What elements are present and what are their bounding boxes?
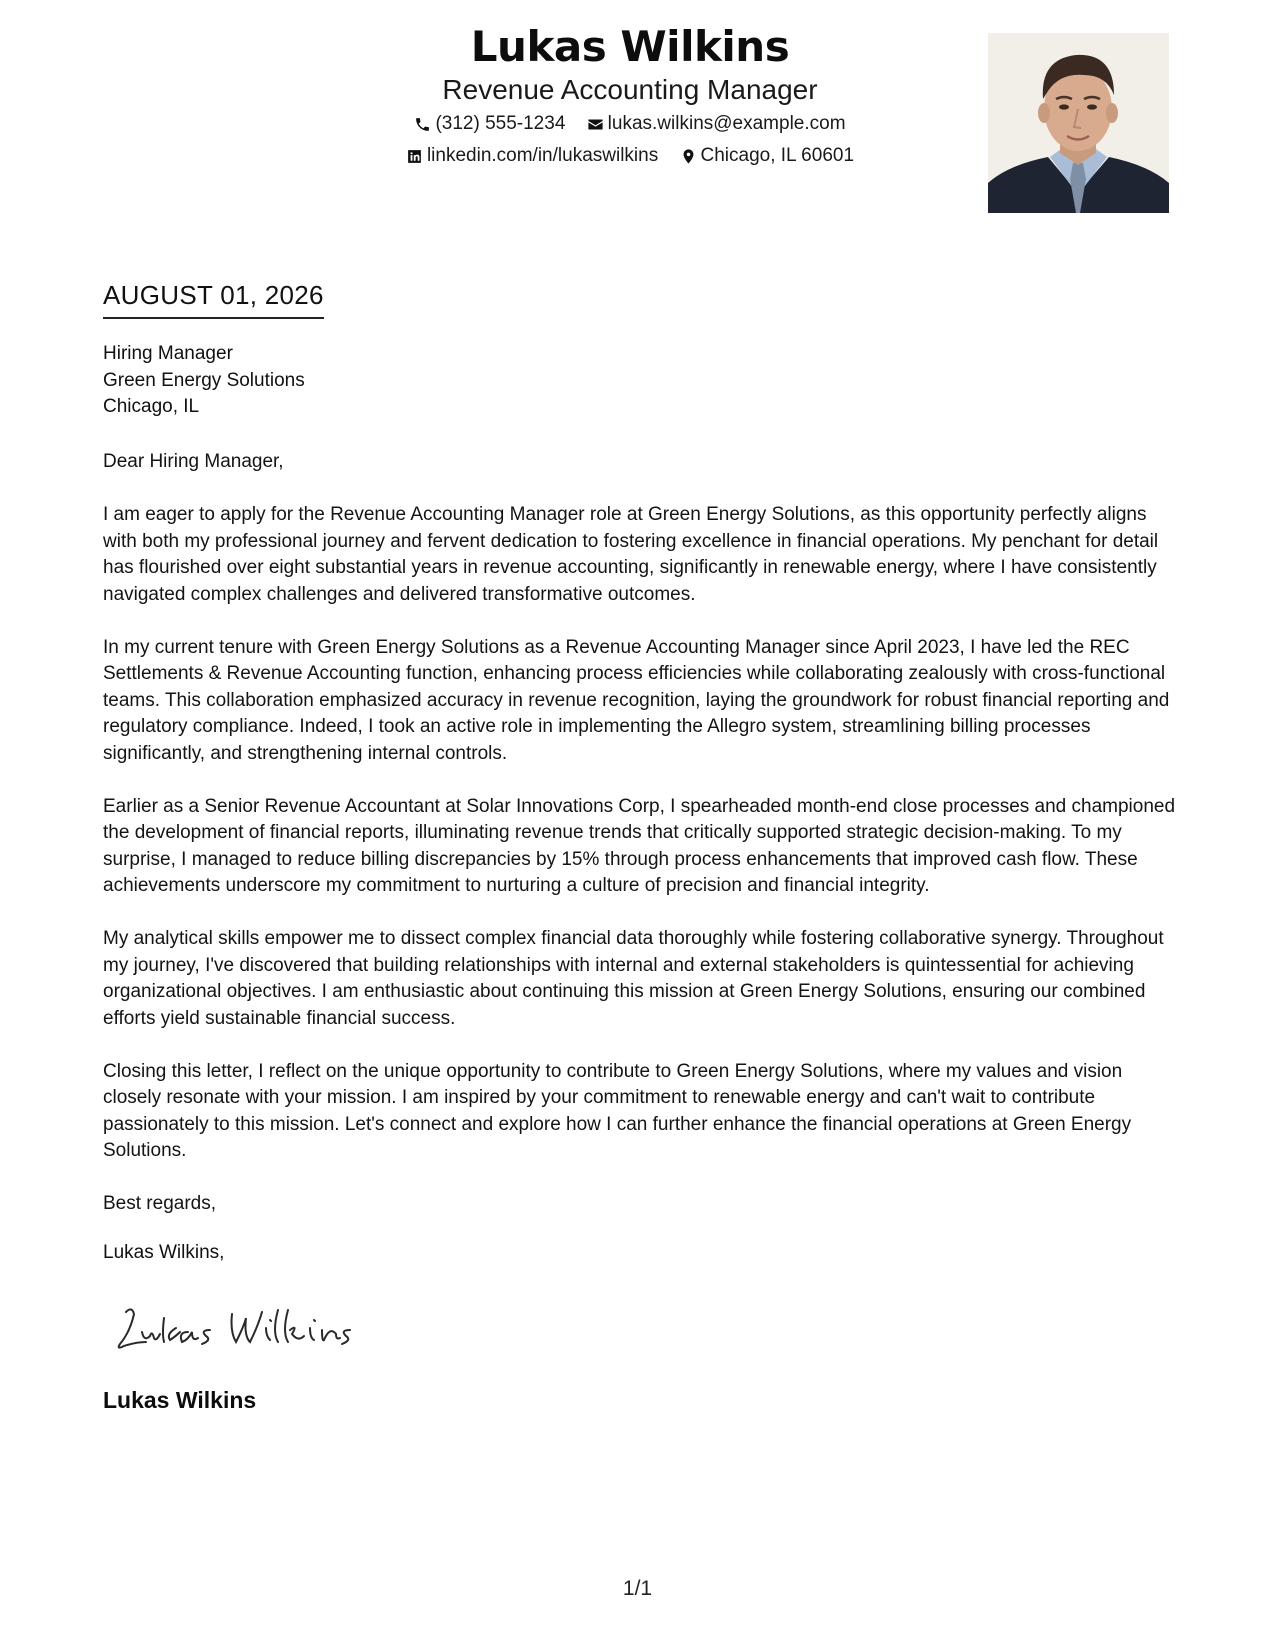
email-address: lukas.wilkins@example.com — [607, 113, 846, 134]
recipient-location: Chicago, IL — [103, 396, 200, 417]
salutation: Dear Hiring Manager, — [103, 451, 284, 472]
recipient-title: Hiring Manager — [103, 343, 233, 364]
envelope-icon — [587, 116, 604, 133]
closing-phrase: Best regards, — [103, 1193, 216, 1214]
letter-body — [103, 449, 1183, 1244]
signature-name: Lukas Wilkins — [103, 1387, 257, 1413]
portrait-image — [988, 33, 1169, 213]
applicant-name: Lukas Wilkins — [470, 22, 790, 71]
closing-name: Lukas Wilkins, — [103, 1242, 225, 1263]
profile-photo — [988, 33, 1169, 213]
phone-contact[interactable] — [414, 113, 565, 135]
location-contact — [680, 145, 855, 167]
recipient-block — [103, 341, 305, 421]
body-paragraph-5: Closing this letter, I reflect on the unique opportunity to contribute to Green Energy Solutions, where my values and vision closely resonate with your mission. I am inspired by your commitment to renewable energy and can't wait to contribute passionately to this mission. Let's connect and explore how I can further enhance the financial operations at Green Energy Solutions. — [103, 1060, 1132, 1161]
body-paragraph-4: My analytical skills empower me to dissect complex financial data thoroughly while fostering collaborative synergy. Throughout my journey, I've discovered that building relationships with internal and external stakeholders is quintessential for achieving organizational objectives. I am enthusiastic about continuing this mission at Green Energy Solutions, ensuring our combined efforts yield sustainable financial success. — [103, 928, 1164, 1029]
handwritten-signature — [112, 1296, 362, 1356]
map-pin-icon — [680, 148, 697, 165]
linkedin-url: linkedin.com/in/lukaswilkins — [426, 145, 659, 166]
email-contact[interactable] — [587, 113, 846, 135]
body-paragraph-1: I am eager to apply for the Revenue Accounting Manager role at Green Energy Solutions, as this opportunity perfectly aligns with both my professional journey and fervent dedication to fostering excellence in financial operations. My penchant for detail has flourished over eight substantial years in revenue accounting, significantly in renewable energy, where I have consistently navigated complex challenges and delivered transformative outcomes. — [103, 504, 1159, 605]
linkedin-icon — [406, 148, 423, 165]
job-title: Revenue Accounting Manager — [442, 74, 818, 105]
body-paragraph-2: In my current tenure with Green Energy Solutions as a Revenue Accounting Manager since April 2023, I have led the REC Settlements & Revenue Accounting function, enhancing process efficiencies while collaborating zealously with cross-functional teams. This collaboration emphasized accuracy in revenue recognition, laying the groundwork for robust financial reporting and regulatory compliance. Indeed, I took an active role in implementing the Allegro system, streamlining billing processes significantly, and strengthening internal controls. — [103, 636, 1170, 764]
linkedin-contact[interactable] — [406, 145, 658, 167]
body-paragraph-3: Earlier as a Senior Revenue Accountant at Solar Innovations Corp, I spearheaded month-end close processes and championed the development of financial reports, illuminating revenue trends that critically supported strategic decision-making. To my surprise, I managed to reduce billing discrepancies by 15% through process enhancements that improved cash flow. These achievements underscore my commitment to nurturing a culture of precision and financial integrity. — [103, 795, 1176, 896]
phone-icon — [414, 116, 431, 133]
phone-number: (312) 555-1234 — [435, 113, 566, 134]
page-number: 1/1 — [622, 1577, 653, 1600]
recipient-company: Green Energy Solutions — [103, 369, 305, 391]
location-text: Chicago, IL 60601 — [700, 145, 855, 166]
letter-date: AUGUST 01, 2026 — [103, 280, 324, 319]
